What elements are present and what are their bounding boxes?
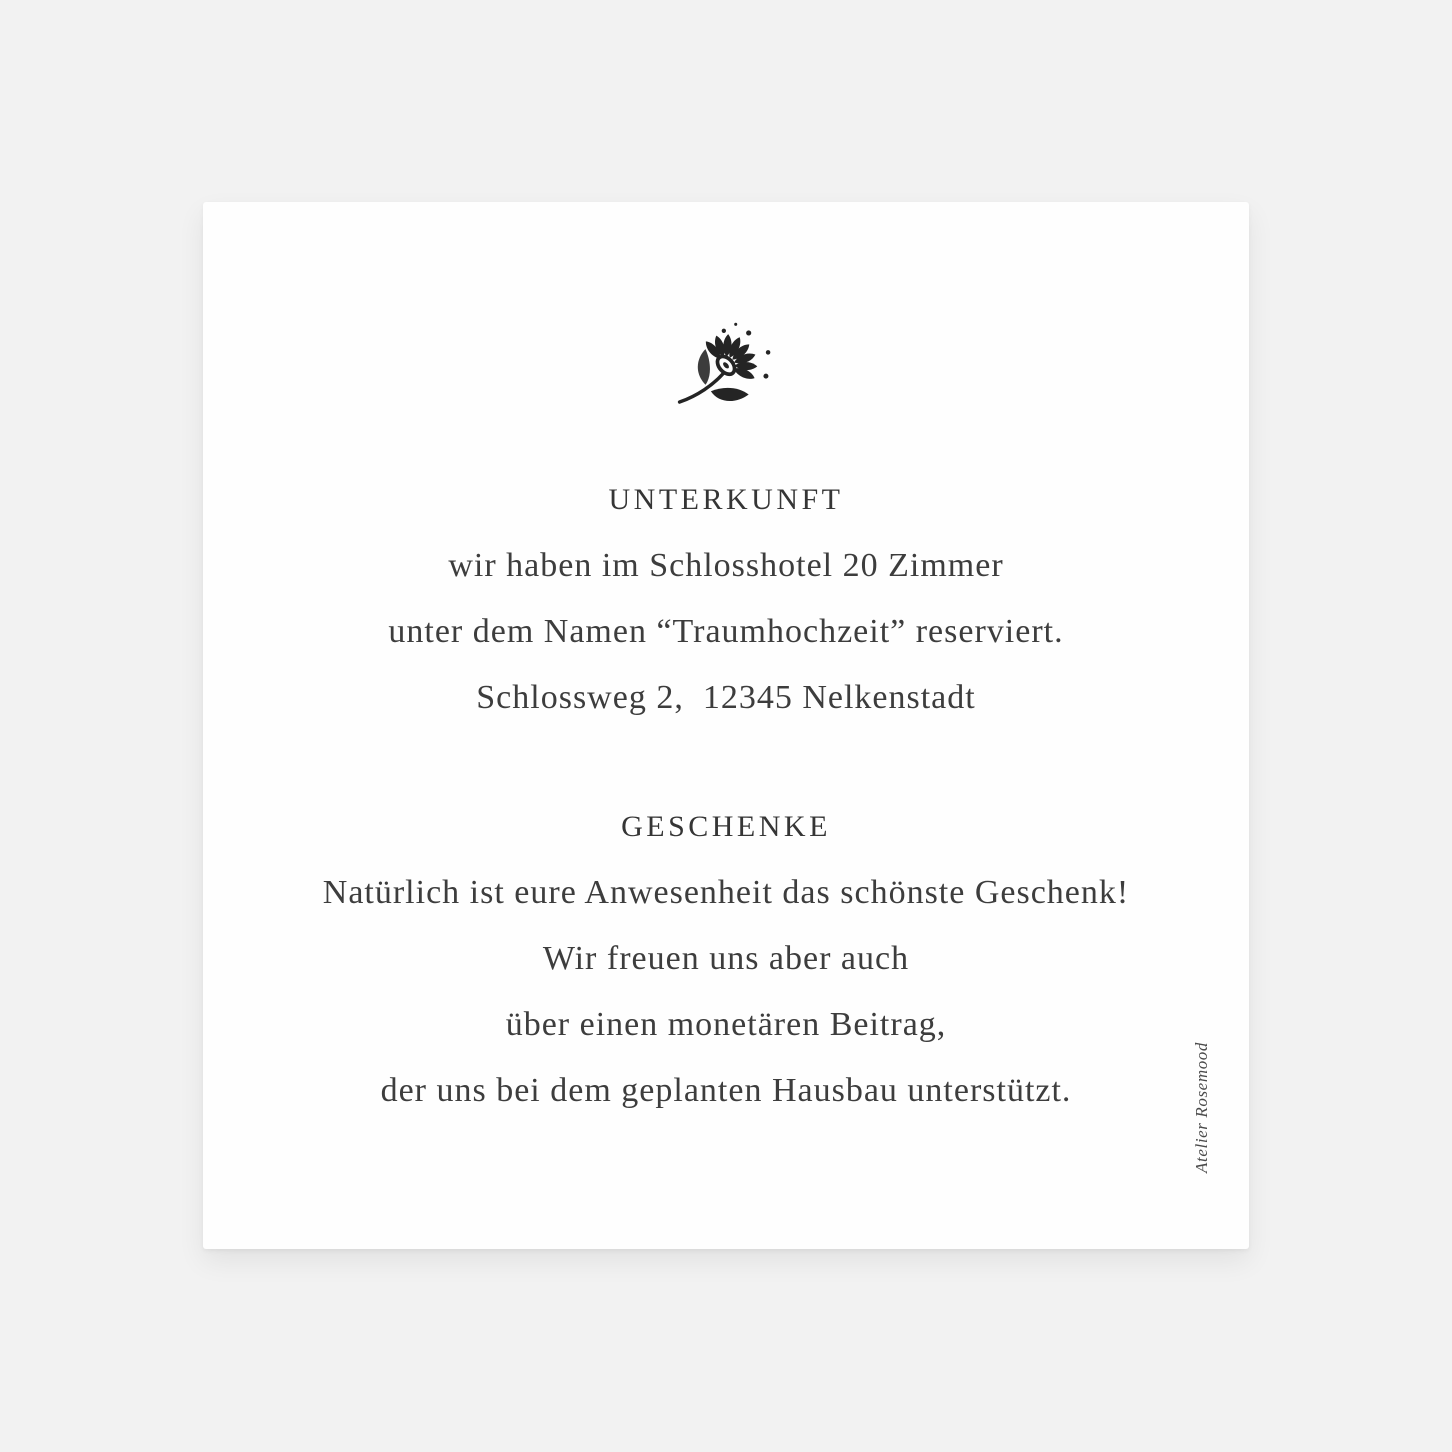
body-line-presence: Natürlich ist eure Anwesenheit das schönste Geschenk! (322, 874, 1130, 911)
body-line-contribution: über einen monetären Beitrag, (505, 1006, 947, 1043)
section-heading-geschenke: GESCHENKE (621, 810, 831, 843)
section-geschenke (203, 794, 1249, 1124)
body-line-happy: Wir freuen uns aber auch (542, 940, 910, 977)
body-line-address: Schlossweg 2, 12345 Nelkenstadt (476, 679, 976, 716)
section-heading-unterkunft: UNTERKUNFT (608, 483, 844, 516)
body-line-housebuild: der uns bei dem geplanten Hausbau unterstützt. (380, 1072, 1072, 1109)
body-line-hotel: wir haben im Schlosshotel 20 Zimmer (448, 547, 1004, 584)
section-unterkunft (203, 467, 1249, 731)
wedding-info-card (203, 202, 1249, 1249)
flower-sprig-icon (672, 320, 780, 415)
body-line-reservation: unter dem Namen “Traumhochzeit” reserviert. (388, 613, 1064, 650)
brand-credit: Atelier Rosemood (1192, 1042, 1211, 1173)
